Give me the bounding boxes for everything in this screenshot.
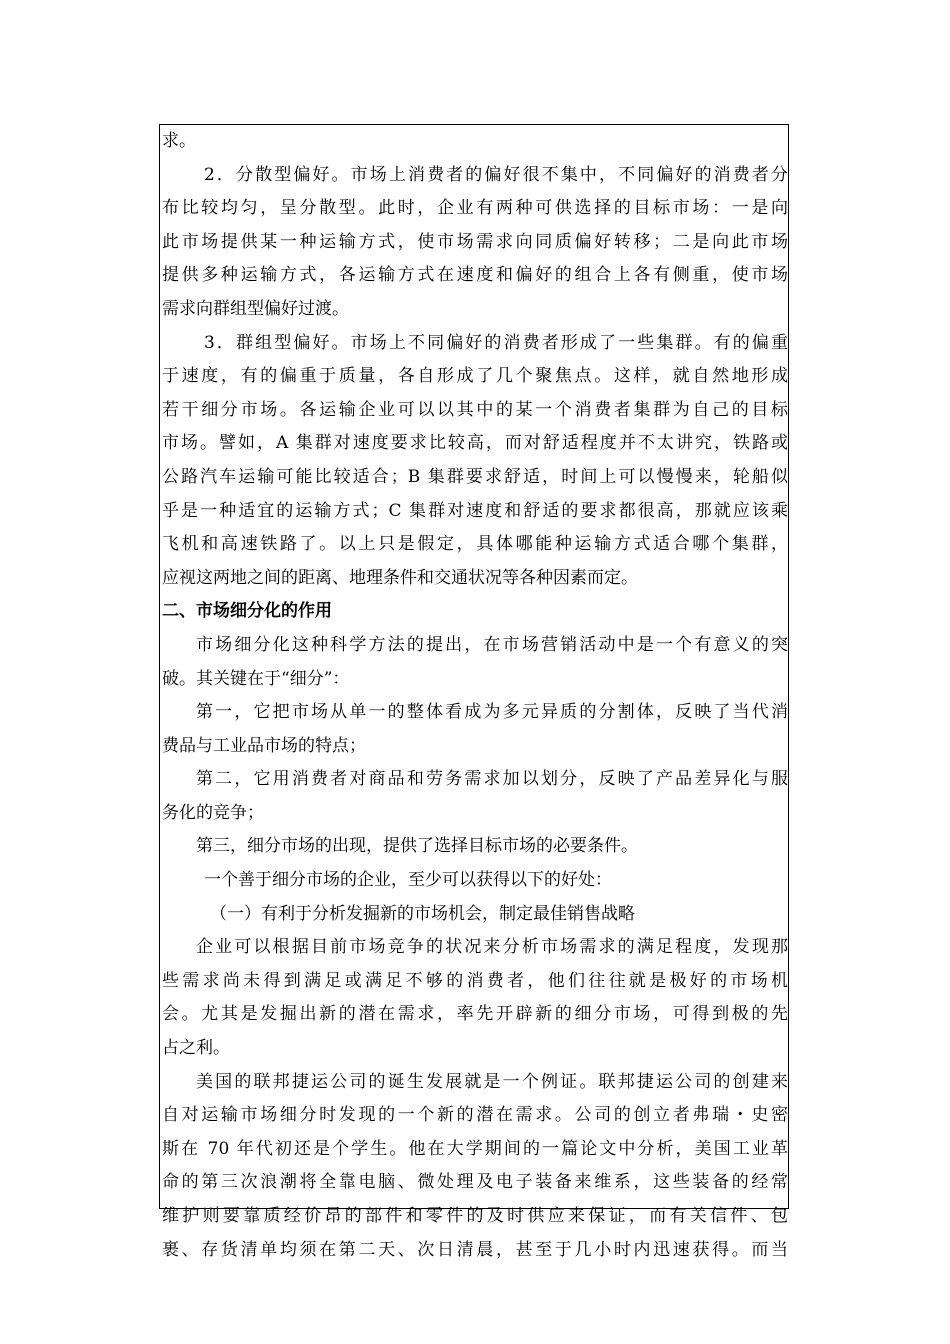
text-line: 市场细分化这种科学方法的提出，在市场营销活动中是一个有意义的突 <box>196 634 788 655</box>
content-frame <box>159 124 789 1260</box>
text-line: 斯在 70 年代初还是个学生。他在大学期间的一篇论文中分析，美国工业革 <box>162 1138 788 1159</box>
text-line: 美国的联邦捷运公司的诞生发展就是一个例证。联邦捷运公司的创建来 <box>196 1071 788 1092</box>
section-heading: 二、市场细分化的作用 <box>162 601 332 622</box>
text-line: 些需求尚未得到满足或满足不够的消费者，他们往往就是极好的市场机 <box>162 970 788 991</box>
text-line: 占之利。 <box>162 1038 230 1059</box>
text-line: （一）有利于分析发掘新的市场机会，制定最佳销售战略 <box>210 903 635 924</box>
text-line: 第二，它用消费者对商品和劳务需求加以划分，反映了产品差异化与服 <box>196 769 788 790</box>
text-line: 3．群组型偏好。市场上不同偏好的消费者形成了一些集群。有的偏重 <box>204 332 788 353</box>
text-line: 裹、存货清单均须在第二天、次日清晨，甚至于几小时内迅速获得。而当 <box>162 1239 788 1260</box>
document-body <box>162 125 788 1267</box>
text-line: 第一，它把市场从单一的整体看成为多元异质的分割体，反映了当代消 <box>196 702 788 723</box>
text-line: 第三，细分市场的出现，提供了选择目标市场的必要条件。 <box>196 836 638 857</box>
text-line: 若干细分市场。各运输企业可以以其中的某一个消费者集群为自己的目标 <box>162 399 788 420</box>
text-line: 乎是一种适宜的运输方式；C 集群对速度和舒适的要求都很高，那就应该乘 <box>162 500 788 521</box>
text-line: 务化的竞争； <box>162 802 264 823</box>
text-line: 提供多种运输方式，各运输方式在速度和偏好的组合上各有侧重，使市场 <box>162 265 788 286</box>
text-line: 2．分散型偏好。市场上消费者的偏好很不集中，不同偏好的消费者分 <box>204 164 788 185</box>
text-line: 市场。譬如，A 集群对速度要求比较高，而对舒适程度并不太讲究，铁路或 <box>162 433 788 454</box>
text-line: 费品与工业品市场的特点； <box>162 735 366 756</box>
text-line: 破。其关键在于“细分”： <box>162 668 350 689</box>
text-line: 飞机和高速铁路了。以上只是假定，具体哪能种运输方式适合哪个集群， <box>162 534 788 555</box>
text-line: 布比较均匀，呈分散型。此时，企业有两种可供选择的目标市场：一是向 <box>162 198 788 219</box>
text-line: 维护则要靠质经价昂的部件和零件的及时供应来保证，而有关信件、包 <box>162 1206 788 1226</box>
text-line: 企业可以根据目前市场竞争的状况来分析市场需求的满足程度，发现那 <box>196 937 788 958</box>
text-line: 会。尤其是发掘出新的潜在需求，率先开辟新的细分市场，可得到极的先 <box>162 1004 788 1025</box>
text-line: 于速度，有的偏重于质量，各自形成了几个聚焦点。这样，就自然地形成 <box>162 366 788 387</box>
text-line: 公路汽车运输可能比较适合；B 集群要求舒适，时间上可以慢慢来，轮船似 <box>162 466 788 487</box>
text-line: 需求向群组型偏好过渡。 <box>162 298 349 319</box>
text-line: 应视这两地之间的距离、地理条件和交通状况等各种因素而定。 <box>162 567 638 588</box>
text-line: 此市场提供某一种运输方式，使市场需求向同质偏好转移；二是向此市场 <box>162 231 788 252</box>
text-line: 自对运输市场细分时发现的一个新的潜在需求。公司的创立者弗瑞・史密 <box>162 1105 788 1126</box>
text-line: 一个善于细分市场的企业，至少可以获得以下的好处： <box>204 870 612 891</box>
text-line: 求。 <box>162 131 196 151</box>
text-line: 命的第三次浪潮将全靠电脑、微处理及电子装备来维系，这些装备的经常 <box>162 1172 788 1193</box>
